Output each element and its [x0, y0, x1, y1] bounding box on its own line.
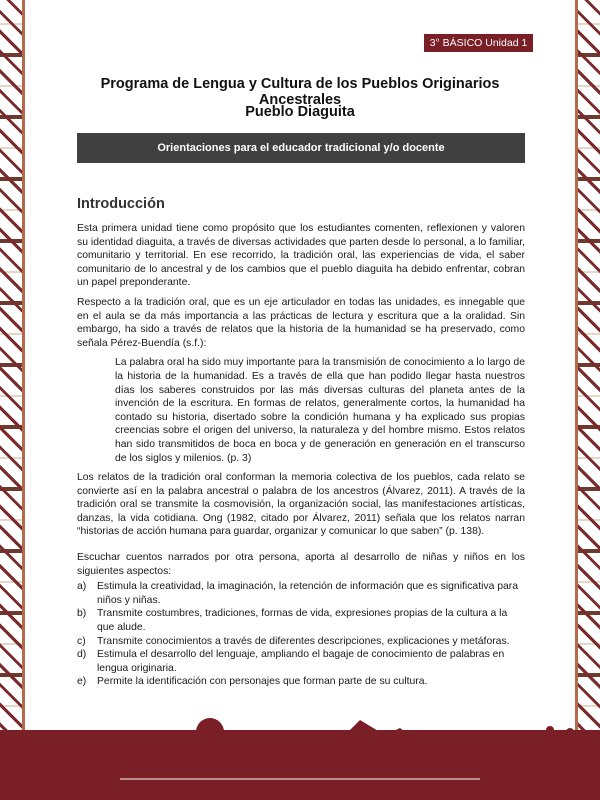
- landscape-silhouette-icon: [0, 700, 600, 800]
- block-quote: La palabra oral ha sido muy importante para la transmisión de conocimiento a lo largo de la historia de la humanidad. Es a través de ella que han podido llegar hasta nuestros días los saberes construidos por las más diversas culturas del planeta antes de la invención de la escritura. En formas de relatos, generalmente cortos, la humanidad ha contado su historia, disertado sobre la condición humana y ha explicado sus propias creencias sobre el origen del universo, la naturaleza y del hombre mismo. Estos relatos han sido transmitidos de boca en boca y de generación en generación en el transcurso de los siglos y milenios. (p. 3): [115, 357, 525, 464]
- grade-unit-tab: 3° BÁSICO Unidad 1: [424, 34, 533, 52]
- list-item: c) Transmite conocimientos a través de diferentes descripciones, explicaciones y metáforas.: [77, 635, 510, 647]
- document-body: [77, 196, 525, 689]
- paragraph: Esta primera unidad tiene como propósito que los estudiantes comenten, reflexionen y valoren su identidad diaguita, a través de diversas actividades que parten desde lo personal, a lo familiar, comunitario y territorial. En ese recorrido, la tradición oral, las experiencias de vida, el saber comunitario de lo ancestral y de los cambios que el pueblo diaguita ha debido enfrentar, cobran un papel preponderante.: [77, 223, 525, 289]
- list-item: a) Estimula la creatividad, la imaginación, la retención de información que es significativa para niños y niñas.: [77, 581, 519, 606]
- list-intro: Escuchar cuentos narrados por otra persona, aporta al desarrollo de niñas y niños en los siguientes aspectos:: [77, 552, 525, 577]
- aspect-list: [77, 580, 525, 689]
- border-line-left: [22, 0, 25, 735]
- page-subtitle: Pueblo Diaguita: [245, 104, 355, 120]
- list-item: b) Transmite costumbres, tradiciones, formas de vida, expresiones propias de la cultura a la que alude.: [77, 608, 508, 634]
- page-title: Programa de Lengua y Cultura de los Pueblos Originarios Ancestrales: [100, 76, 500, 108]
- paragraph: Respecto a la tradición oral, que es un eje articulador en todas las unidades, es innegable que en el aula se da más importancia a las prácticas de lectura y escritura que a la oralidad. Sin embargo, ha sido a través de relatos que la historia de la humanidad se ha preservado, como señala Pérez-Buendía (s.f.):: [77, 296, 525, 349]
- paragraph: Los relatos de la tradición oral conforman la memoria colectiva de los pueblos, cada relato se convierte así en la palabra ancestral o palabra de los ancestros (Álvarez, 2011). A través de la tradición oral se transmite la cosmovisión, la organización social, las manifestaciones artísticas, danzas, la vida cotidiana. Ong (1982, citado por Álvarez, 2011) señala que los relatos narran “historias de acción humana para guardar, organizar y comunicar lo que saben” (p. 138).: [77, 472, 525, 538]
- footer-landscape: [0, 730, 600, 800]
- border-line-right: [575, 0, 578, 735]
- section-title: Introducción: [77, 196, 165, 212]
- decorative-border-left: [0, 0, 22, 735]
- section-band: Orientaciones para el educador tradicional y/o docente: [77, 133, 525, 163]
- decorative-border-right: [578, 0, 600, 735]
- list-item: d) Estimula el desarrollo del lenguaje, ampliando el bagaje de conocimiento de palabras en lengua originaria.: [77, 649, 505, 674]
- list-item: e) Permite la identificación con personajes que forman parte de su cultura.: [77, 676, 428, 688]
